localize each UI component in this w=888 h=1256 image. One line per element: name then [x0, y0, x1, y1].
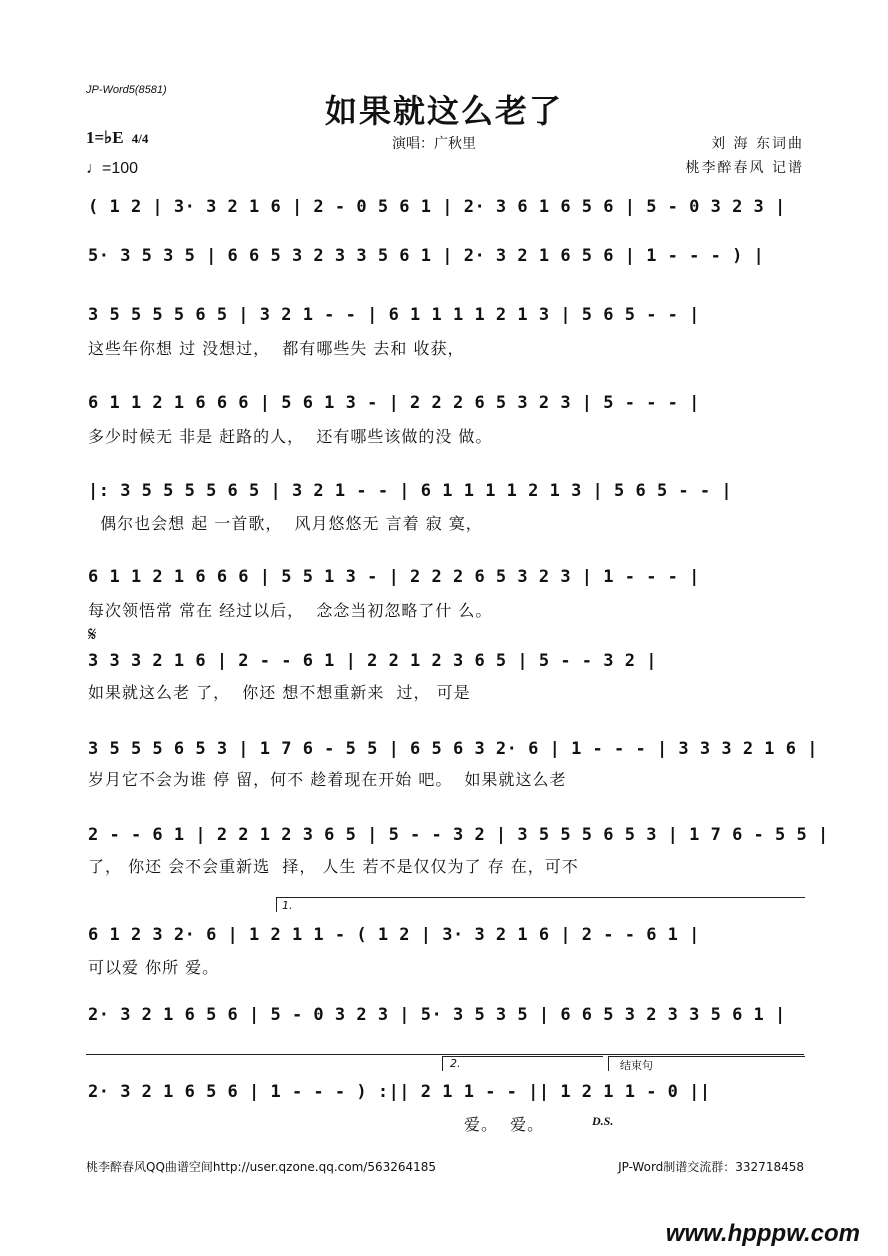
score-row-5: |: 3 5 5 5 5 6 5 | 3 2 1 - - | 6 1 1 1 1 2 1 3 | 5 6 5 - - | — [88, 481, 733, 501]
score-row-12: 2· 3 2 1 6 5 6 | 1 - - - ) :|| 2 1 1 - - || 1 2 1 1 - 0 || — [88, 1082, 711, 1102]
score-row-9: 2 - - 6 1 | 2 2 1 2 3 6 5 | 5 - - 3 2 | 3 5 5 5 6 5 3 | 1 7 6 - 5 5 | — [88, 825, 829, 845]
score-row-4: 6 1 1 2 1 6 6 6 | 5 6 1 3 - | 2 2 2 6 5 3 2 3 | 5 - - - | — [88, 393, 700, 413]
lyric-row-5: 偶尔也会想 起 一首歌， 风月悠悠无 言着 寂 寞， — [88, 514, 483, 533]
ending-label: 结束句 — [620, 1059, 653, 1072]
score-row-2: 5· 3 5 3 5 | 6 6 5 3 2 3 3 5 6 1 | 2· 3 2 1 6 5 6 | 1 - - - ) | — [88, 246, 765, 266]
lyric-row-3: 这些年你想 过 没想过， 都有哪些失 去和 收获， — [88, 339, 465, 358]
transcriber-credit: 桃李醉春风 记谱 — [685, 160, 804, 176]
lyric-row-4: 多少时候无 非是 赶路的人， 还有哪些该做的没 做。 — [88, 427, 493, 446]
segno-sign: 𝄋 — [88, 622, 97, 646]
song-title: 如果就这么老了 — [324, 92, 563, 130]
watermark-logo: www.hpppw.com — [665, 1220, 860, 1247]
singer-credit: 演唱：广秋里 — [392, 136, 476, 152]
da-segno-mark: D.S. — [592, 1114, 614, 1128]
volta-2-label: 2. — [450, 1057, 461, 1070]
lyricist-composer-credit: 刘 海 东词曲 — [711, 136, 804, 152]
score-row-10: 6 1 2 3 2· 6 | 1 2 1 1 - ( 1 2 | 3· 3 2 1 6 | 2 - - 6 1 | — [88, 925, 700, 945]
lyric-row-10: 可以爱 你所 爱。 — [88, 958, 220, 977]
volta-2-bracket — [442, 1056, 603, 1071]
lyric-row-9: 了， 你还 会不会重新选 择， 人生 若不是仅仅为了 存 在，可不 — [88, 857, 579, 876]
key-label: 1=♭E — [86, 128, 124, 147]
lyric-row-6: 每次领悟常 常在 经过以后， 念念当初忽略了什 么。 — [88, 601, 493, 620]
time-signature: 4/4 — [131, 131, 149, 146]
footer-right: JP-Word制谱交流群：332718458 — [618, 1160, 804, 1174]
footer-left: 桃李醉春风QQ曲谱空间http://user.qzone.qq.com/563264185 — [86, 1160, 437, 1174]
lyric-row-8: 岁月它不会为谁 停 留，何不 趁着现在开始 吧。 如果就这么老 — [88, 770, 567, 789]
lyric-row-7: 如果就这么老 了， 你还 想不想重新来 过， 可是 — [88, 683, 471, 702]
score-row-8: 3 5 5 5 6 5 3 | 1 7 6 - 5 5 | 6 5 6 3 2· 6 | 1 - - - | 3 3 3 2 1 6 | — [88, 739, 818, 759]
score-row-7: 3 3 3 2 1 6 | 2 - - 6 1 | 2 2 1 2 3 6 5 | 5 - - 3 2 | — [88, 651, 657, 671]
score-row-1: ( 1 2 | 3· 3 2 1 6 | 2 - 0 5 6 1 | 2· 3 6 1 6 5 6 | 5 - 0 3 2 3 | — [88, 197, 786, 217]
tempo-mark: ♩=100 — [86, 160, 139, 177]
score-row-3: 3 5 5 5 5 6 5 | 3 2 1 - - | 6 1 1 1 1 2 1 3 | 5 6 5 - - | — [88, 305, 700, 325]
score-row-6: 6 1 1 2 1 6 6 6 | 5 5 1 3 - | 2 2 2 6 5 3 2 3 | 1 - - - | — [88, 567, 700, 587]
key-signature — [86, 128, 148, 148]
volta-1-bracket — [276, 897, 805, 912]
volta-1-label: 1. — [282, 899, 293, 912]
lyric-row-12: 爱。 爱。 — [464, 1115, 545, 1134]
score-row-11: 2· 3 2 1 6 5 6 | 5 - 0 3 2 3 | 5· 3 5 3 5 | 6 6 5 3 2 3 3 5 6 1 | — [88, 1005, 786, 1025]
software-tag: JP-Word5(8581) — [86, 84, 167, 96]
